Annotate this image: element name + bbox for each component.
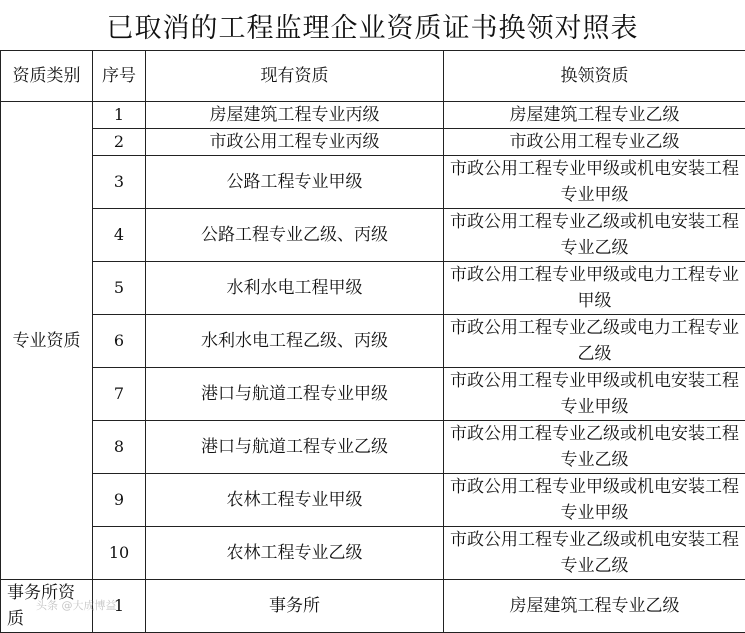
table-row <box>1 102 745 129</box>
table-row <box>1 129 745 156</box>
watermark: 头条 @大成博益 <box>36 597 117 613</box>
header-current: 现有资质 <box>146 51 444 102</box>
seq-cell: 3 <box>93 156 146 209</box>
table-row <box>1 368 745 421</box>
seq-cell: 4 <box>93 209 146 262</box>
seq-cell: 2 <box>93 129 146 156</box>
header-seq: 序号 <box>93 51 146 102</box>
current-qualification-cell: 市政公用工程专业丙级 <box>146 129 444 156</box>
replacement-qualification-cell: 市政公用工程专业乙级或机电安装工程专业乙级 <box>444 209 745 262</box>
current-qualification-cell: 公路工程专业甲级 <box>146 156 444 209</box>
qualification-table <box>0 50 745 633</box>
current-qualification-cell: 港口与航道工程专业乙级 <box>146 421 444 474</box>
table-row <box>1 262 745 315</box>
current-qualification-cell: 水利水电工程乙级、丙级 <box>146 315 444 368</box>
page-title: 已取消的工程监理企业资质证书换领对照表 <box>0 0 745 50</box>
header-replacement: 换领资质 <box>444 51 745 102</box>
category-cell: 事务所资质 <box>1 580 93 633</box>
table-row <box>1 421 745 474</box>
table-row <box>1 527 745 580</box>
seq-cell: 8 <box>93 421 146 474</box>
replacement-qualification-cell: 市政公用工程专业乙级或电力工程专业乙级 <box>444 315 745 368</box>
current-qualification-cell: 事务所 <box>146 580 444 633</box>
seq-cell: 5 <box>93 262 146 315</box>
replacement-qualification-cell: 市政公用工程专业乙级 <box>444 129 745 156</box>
seq-cell: 7 <box>93 368 146 421</box>
seq-cell: 9 <box>93 474 146 527</box>
replacement-qualification-cell: 市政公用工程专业乙级或机电安装工程专业乙级 <box>444 421 745 474</box>
table-row <box>1 209 745 262</box>
current-qualification-cell: 房屋建筑工程专业丙级 <box>146 102 444 129</box>
replacement-qualification-cell: 市政公用工程专业甲级或机电安装工程专业甲级 <box>444 368 745 421</box>
current-qualification-cell: 港口与航道工程专业甲级 <box>146 368 444 421</box>
replacement-qualification-cell: 房屋建筑工程专业乙级 <box>444 102 745 129</box>
current-qualification-cell: 水利水电工程甲级 <box>146 262 444 315</box>
replacement-qualification-cell: 市政公用工程专业甲级或机电安装工程专业甲级 <box>444 156 745 209</box>
seq-cell: 1 <box>93 102 146 129</box>
header-category: 资质类别 <box>1 51 93 102</box>
seq-cell: 10 <box>93 527 146 580</box>
table-row <box>1 156 745 209</box>
seq-cell: 6 <box>93 315 146 368</box>
table-row <box>1 474 745 527</box>
seq-cell: 1 <box>93 580 146 633</box>
replacement-qualification-cell: 市政公用工程专业甲级或电力工程专业甲级 <box>444 262 745 315</box>
replacement-qualification-cell: 市政公用工程专业甲级或机电安装工程专业甲级 <box>444 474 745 527</box>
current-qualification-cell: 农林工程专业乙级 <box>146 527 444 580</box>
replacement-qualification-cell: 市政公用工程专业乙级或机电安装工程专业乙级 <box>444 527 745 580</box>
current-qualification-cell: 农林工程专业甲级 <box>146 474 444 527</box>
table-body <box>1 102 745 633</box>
table-row <box>1 315 745 368</box>
table-header-row <box>1 51 745 102</box>
current-qualification-cell: 公路工程专业乙级、丙级 <box>146 209 444 262</box>
category-cell: 专业资质 <box>1 102 93 580</box>
replacement-qualification-cell: 房屋建筑工程专业乙级 <box>444 580 745 633</box>
